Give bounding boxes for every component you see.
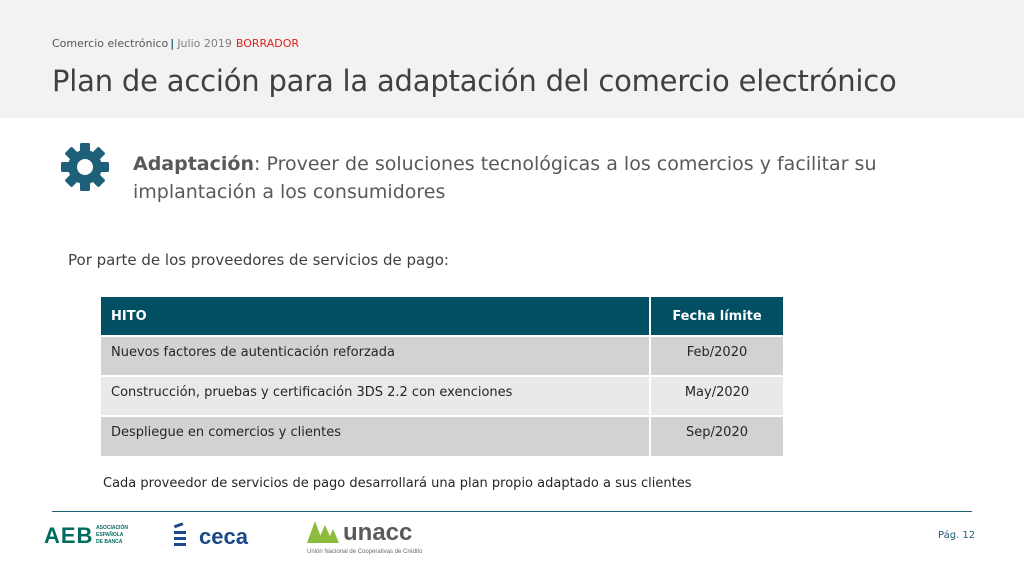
unacc-logo bbox=[305, 517, 435, 557]
cell-fecha: Sep/2020 bbox=[650, 416, 783, 456]
unacc-logo-text: unacc bbox=[343, 519, 413, 546]
cell-fecha: May/2020 bbox=[650, 376, 783, 416]
column-header-hito: HITO bbox=[101, 297, 650, 336]
headline-term: Adaptación bbox=[133, 153, 254, 175]
headline-text: : Proveer de soluciones tecnológicas a los comercios y facilitar su implantación a los consumidores bbox=[133, 153, 877, 203]
cell-hito: Nuevos factores de autenticación reforzada bbox=[101, 336, 650, 376]
ceca-logo bbox=[172, 520, 262, 548]
column-header-fecha: Fecha límite bbox=[650, 297, 783, 336]
page-title: Plan de acción para la adaptación del comercio electrónico bbox=[52, 64, 897, 98]
aeb-logo-mark: AEB bbox=[44, 523, 94, 548]
intro-text: Por parte de los proveedores de servicios de pago: bbox=[68, 251, 449, 269]
cell-hito: Construcción, pruebas y certificación 3DS 2.2 con exenciones bbox=[101, 376, 650, 416]
milestones-table bbox=[101, 297, 783, 456]
breadcrumb-date: Julio 2019 bbox=[177, 37, 232, 50]
headline bbox=[133, 150, 963, 206]
draft-badge: BORRADOR bbox=[235, 37, 300, 50]
gear-icon bbox=[60, 142, 110, 192]
page-number: Pág. 12 bbox=[938, 530, 976, 541]
footer-divider bbox=[52, 511, 972, 512]
footnote: Cada proveedor de servicios de pago desarrollará una plan propio adaptado a sus clientes bbox=[103, 476, 692, 491]
breadcrumb-separator: | bbox=[170, 37, 175, 50]
unacc-logo-subtitle: Unión Nacional de Cooperativas de Crédito bbox=[307, 549, 423, 555]
ceca-logo-text: ceca bbox=[199, 524, 248, 548]
aeb-logo-line-3: DE BANCA bbox=[96, 539, 123, 545]
table-row bbox=[101, 416, 783, 456]
aeb-logo-line-1: ASOCIACIÓN bbox=[96, 525, 128, 531]
table-row bbox=[101, 336, 783, 376]
breadcrumb bbox=[52, 37, 299, 50]
cell-fecha: Feb/2020 bbox=[650, 336, 783, 376]
table-row bbox=[101, 376, 783, 416]
cell-hito: Despliegue en comercios y clientes bbox=[101, 416, 650, 456]
breadcrumb-topic: Comercio electrónico bbox=[52, 37, 169, 50]
table-header-row bbox=[101, 297, 783, 336]
aeb-logo-line-2: ESPAÑOLA bbox=[96, 532, 124, 538]
aeb-logo bbox=[44, 522, 154, 548]
header-band bbox=[0, 0, 1024, 118]
